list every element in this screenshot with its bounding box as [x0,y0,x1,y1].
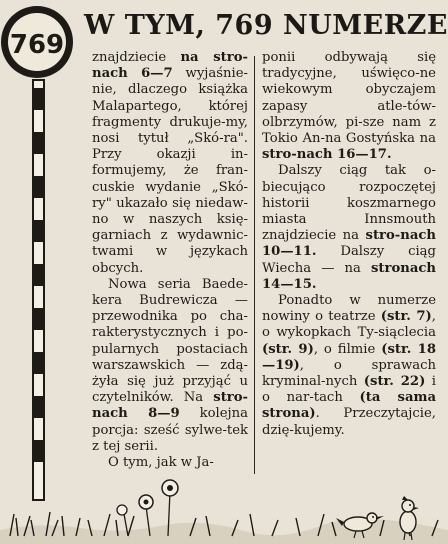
page-reference: (str. 22) [363,374,426,390]
left-column [92,50,248,471]
page-reference: stro-nach 8—9 [92,390,248,422]
text-run: i o nar-tach [262,374,436,406]
text-run: wyjaśnie-nie, dlaczego książka Malapartego, której fragmenty drukuje-my, nosi tytuł „Skó-ra". Przy okazji in-formujemy, że fran-cuskie wydanie „Skó-ry" ukazało się niedaw-no w naszych księ-garniach z wydawnic-twami w językach obcych. [92,66,248,276]
text-run: Dalszy ciąg tak o-biecująco rozpoczętej historii koszmarnego miasta Innsmouth znajdziecie na [262,163,436,244]
paragraph [262,293,436,439]
page-reference: stronach 14—15. [262,260,436,292]
paragraph [92,455,248,471]
striped-pole [33,80,44,500]
page-reference: na stro-nach 6—7 [92,50,248,82]
text-run: Nowa seria Baede-kera Budrewicza — przewodnika po cha-rakterystycznych i po-pularnych postaciach warszawskich — zdą-żyła się już przyjąć u czytelników. Na [92,276,248,406]
paragraph [92,277,248,455]
right-column [262,50,436,439]
text-run: , o sprawach kryminal-nych [262,357,436,390]
sign-number: 769 [9,30,65,60]
text-run: kolejna porcja: sześć sylwe-tek z tej serii. [92,406,248,454]
text-run: Dalszy ciąg Wiecha — na [262,244,436,276]
page-reference: (str. 9) [262,341,314,357]
text-run: znajdziecie [92,50,181,65]
page-reference: (str. 7) [380,309,432,325]
flower-icon [117,480,178,536]
column-divider [254,56,255,474]
text-run: Ponadto w numerze nowiny o teatrze [262,293,436,325]
grass-illustration [0,470,448,544]
page-reference: (str. 18—19) [262,341,437,373]
text-run: . Przeczytajcie, dzię-kujemy. [262,406,436,438]
paragraph [262,163,436,293]
page-reference: (ta sama strona) [262,390,437,422]
page-headline: W TYM, 769 NUMERZE [84,10,448,41]
paragraph [262,50,436,163]
text-run: O tym, jak w Ja- [108,455,214,471]
text-run: , o filmie [313,341,382,357]
page-reference: stro-nach 16—17. [262,147,392,163]
text-run: , o wykopkach Ty-siąclecia [262,309,436,341]
road-sign-illustration [0,0,80,544]
page-reference: stro-nach 10—11. [262,228,436,260]
paragraph [92,50,248,277]
text-run: ponii odbywają się tradycyjne, uświęco-ne wiekowym obyczajem zapasy atle-tów-olbrzymów, pi-sze nam z Tokio An-na Gostyńska na [262,50,436,147]
